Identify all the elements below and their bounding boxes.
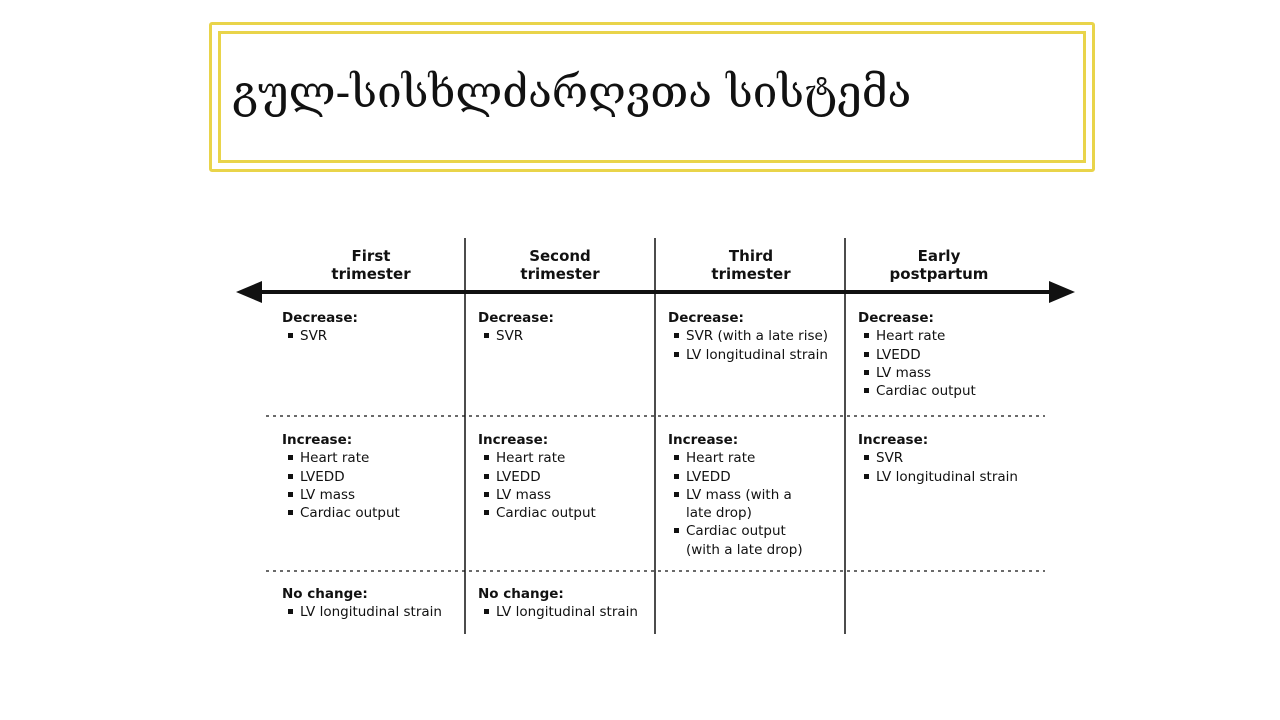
header-line: trimester: [711, 265, 791, 283]
item-text: LV mass (with a: [686, 486, 792, 503]
bullet-icon: [674, 474, 679, 479]
item-text: Cardiac output: [496, 505, 596, 522]
timeline-arrow-right-head: [1049, 281, 1075, 303]
item-text: Cardiac output: [300, 505, 400, 522]
bullet-icon: [674, 455, 679, 460]
header-line: Second: [529, 247, 591, 265]
row-label-increase: Increase:: [858, 432, 929, 448]
bullet-icon: [484, 609, 489, 614]
bullet-icon: [864, 333, 869, 338]
list-item: [288, 603, 442, 621]
list-item: [674, 346, 828, 364]
row-label-increase: Increase:: [478, 432, 549, 448]
item-text: Heart rate: [496, 450, 566, 467]
column-header-third-trimester: [661, 247, 841, 283]
item-list: [668, 327, 828, 364]
item-text: LV mass: [300, 486, 356, 503]
list-item: [864, 364, 976, 382]
item-text: Heart rate: [686, 450, 756, 467]
bullet-icon: [864, 352, 869, 357]
list-item: [288, 468, 400, 486]
item-text: LV longitudinal strain: [496, 604, 638, 621]
list-item: [864, 327, 976, 345]
row-label-decrease: Decrease:: [478, 310, 554, 326]
item-text: LV longitudinal strain: [876, 468, 1018, 485]
list-item: [484, 504, 596, 522]
item-text: SVR (with a late rise): [686, 328, 829, 345]
cell-decrease-second: [478, 309, 554, 346]
list-item: [484, 449, 596, 467]
header-line: Third: [728, 247, 774, 265]
list-item: [288, 327, 358, 345]
list-item: [484, 486, 596, 504]
item-list: [478, 327, 554, 345]
item-text-continued: late drop): [686, 505, 752, 522]
list-item: [484, 327, 554, 345]
bullet-icon: [288, 609, 293, 614]
list-item: [674, 327, 828, 345]
bullet-icon: [674, 528, 679, 533]
header-line: First: [351, 247, 391, 265]
header-line: postpartum: [889, 265, 989, 283]
item-text: LVEDD: [496, 468, 541, 485]
list-item: [864, 468, 1018, 486]
column-header-early-postpartum: [849, 247, 1029, 283]
list-item: [484, 468, 596, 486]
list-item: [484, 603, 638, 621]
item-list: [858, 449, 1018, 486]
item-list: [282, 449, 400, 522]
list-item: [864, 346, 976, 364]
list-item: [864, 382, 976, 400]
item-text: LV mass: [496, 486, 552, 503]
slide-title: გულ-სისხლძარღვთა სისტემა: [232, 67, 912, 118]
bullet-icon: [484, 333, 489, 338]
list-item: [674, 522, 803, 559]
column-header-second-trimester: [470, 247, 650, 283]
bullet-icon: [484, 492, 489, 497]
item-text: Heart rate: [300, 450, 370, 467]
header-line: trimester: [520, 265, 600, 283]
bullet-icon: [864, 455, 869, 460]
bullet-icon: [288, 492, 293, 497]
bullet-icon: [674, 492, 679, 497]
item-list: [282, 327, 358, 345]
bullet-icon: [484, 455, 489, 460]
column-header-first-trimester: [281, 247, 461, 283]
header-line: trimester: [331, 265, 411, 283]
bullet-icon: [674, 333, 679, 338]
item-text: Cardiac output: [686, 523, 786, 540]
bullet-icon: [288, 455, 293, 460]
bullet-icon: [288, 474, 293, 479]
list-item: [674, 449, 803, 467]
bullet-icon: [484, 474, 489, 479]
row-label-increase: Increase:: [282, 432, 353, 448]
bullet-icon: [288, 510, 293, 515]
bullet-icon: [864, 388, 869, 393]
cell-increase-postpartum: [858, 431, 1018, 486]
cell-decrease-first: [282, 309, 358, 346]
bullet-icon: [288, 333, 293, 338]
item-list: [478, 449, 596, 522]
header-line: Early: [917, 247, 961, 265]
cell-increase-second: [478, 431, 596, 522]
bullet-icon: [864, 370, 869, 375]
list-item: [864, 449, 1018, 467]
item-text-continued: (with a late drop): [686, 541, 803, 558]
row-label-no-change: No change:: [478, 586, 564, 602]
item-text: SVR: [496, 328, 524, 345]
bullet-icon: [674, 352, 679, 357]
item-text: LVEDD: [300, 468, 345, 485]
item-text: Cardiac output: [876, 383, 976, 400]
item-text: LVEDD: [686, 468, 731, 485]
item-text: LV mass: [876, 364, 932, 381]
item-list: [478, 603, 638, 621]
timeline-arrow-left-head: [236, 281, 262, 303]
cell-no-change-first: [282, 585, 442, 622]
item-list: [282, 603, 442, 621]
cell-decrease-postpartum: [858, 309, 976, 400]
row-label-increase: Increase:: [668, 432, 739, 448]
row-label-decrease: Decrease:: [668, 310, 744, 326]
item-text: Heart rate: [876, 328, 946, 345]
list-item: [674, 468, 803, 486]
cell-decrease-third: [668, 309, 828, 364]
item-text: LVEDD: [876, 346, 921, 363]
list-item: [674, 486, 803, 523]
item-text: LV longitudinal strain: [300, 604, 442, 621]
bullet-icon: [864, 474, 869, 479]
item-text: LV longitudinal strain: [686, 346, 828, 363]
row-label-decrease: Decrease:: [858, 310, 934, 326]
item-text: SVR: [300, 328, 328, 345]
cell-increase-first: [282, 431, 400, 522]
cell-no-change-second: [478, 585, 638, 622]
item-list: [858, 327, 976, 400]
row-label-no-change: No change:: [282, 586, 368, 602]
bullet-icon: [484, 510, 489, 515]
cell-increase-third: [668, 431, 803, 559]
list-item: [288, 486, 400, 504]
item-text: SVR: [876, 450, 904, 467]
list-item: [288, 504, 400, 522]
row-label-decrease: Decrease:: [282, 310, 358, 326]
list-item: [288, 449, 400, 467]
item-list: [668, 449, 803, 559]
